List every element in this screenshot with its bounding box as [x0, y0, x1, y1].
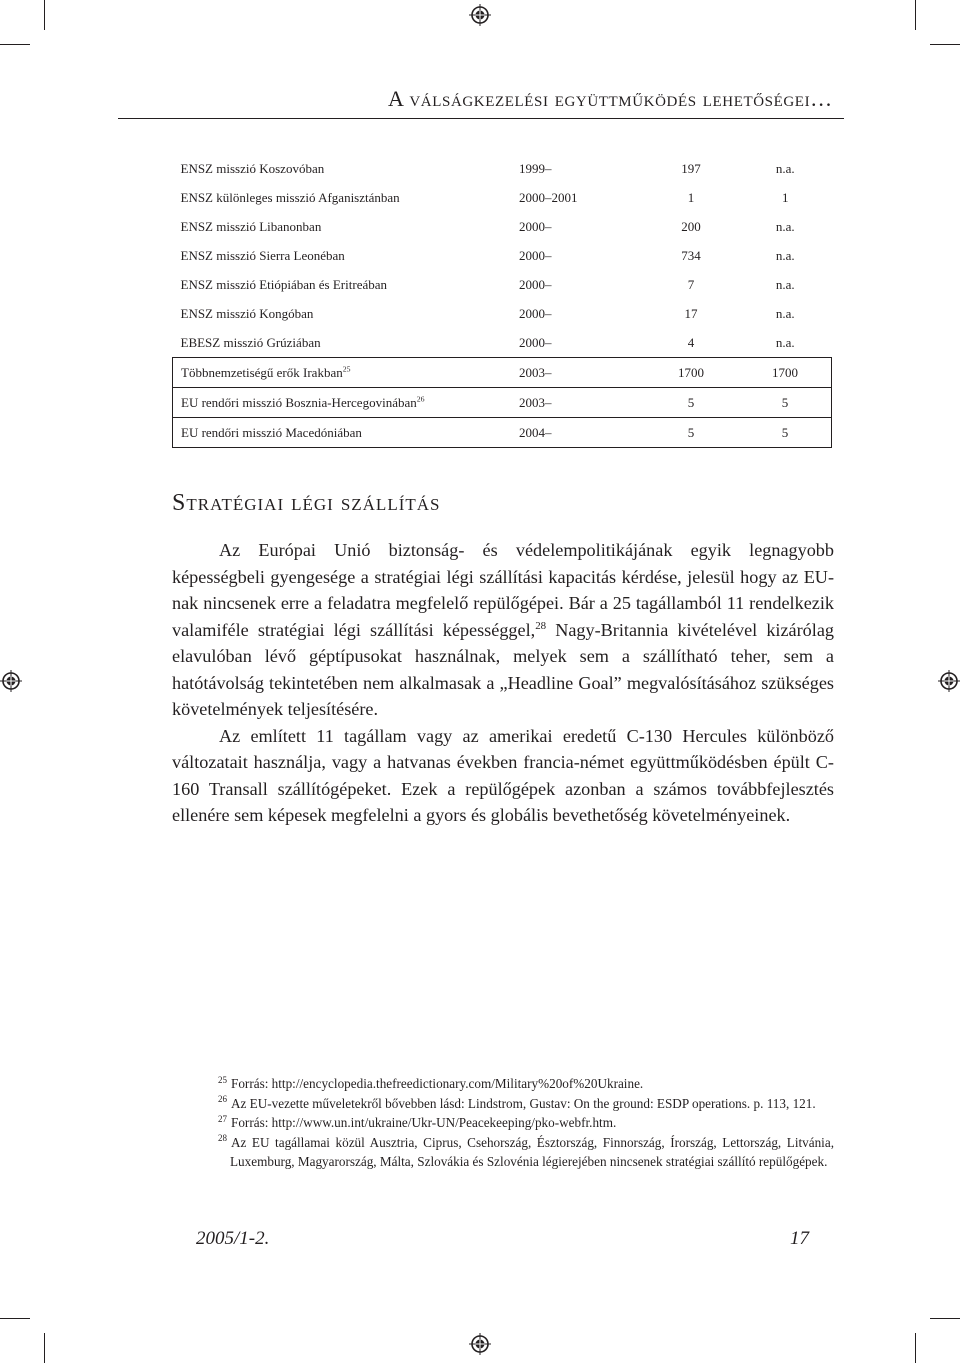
- crosshair-target-icon: [0, 670, 22, 692]
- section-title: Stratégiai légi szállítás: [172, 490, 441, 516]
- years-cell: [519, 418, 643, 448]
- table-row: [173, 154, 832, 183]
- footnote-number: 28: [218, 1133, 227, 1144]
- years-cell: [519, 328, 643, 358]
- crop-mark: [915, 0, 916, 30]
- personnel-value-cell-text: 1700: [772, 364, 798, 380]
- footnote-number: 25: [218, 1074, 227, 1085]
- footnote-text: Forrás: http://www.un.int/ukraine/Ukr-UN/Peacekeeping/pko-webfr.htm.: [231, 1115, 617, 1130]
- mission-name-cell: [173, 328, 520, 358]
- years-cell: [519, 270, 643, 299]
- footnote: [218, 1113, 834, 1133]
- years-cell-text: 1999–: [519, 160, 552, 176]
- personnel-value-cell-text: 1: [782, 189, 789, 205]
- crosshair-target-icon: [469, 4, 491, 26]
- personnel-value-cell-text: n.a.: [775, 160, 795, 176]
- personnel-value-cell-text: 1: [687, 189, 695, 205]
- mission-name-cell: [173, 212, 520, 241]
- personnel-value-cell-text: n.a.: [775, 218, 795, 234]
- footnote: [218, 1094, 834, 1114]
- personnel-value-cell-text: 734: [681, 247, 701, 263]
- years-cell: [519, 154, 643, 183]
- table-row: [173, 241, 832, 270]
- crop-mark: [915, 1333, 916, 1363]
- years-cell-text: 2000–: [519, 334, 552, 350]
- personnel-value-cell-text: n.a.: [775, 247, 795, 263]
- crop-mark: [0, 1318, 30, 1319]
- mission-name-cell-text: ENSZ misszió Kongóban: [180, 305, 314, 321]
- years-cell-text: 2003–: [519, 364, 552, 380]
- years-cell-text: 2000–: [519, 247, 552, 263]
- personnel-value-cell: [739, 299, 832, 328]
- personnel-value-cell-text: 197: [681, 160, 701, 176]
- table-row: [173, 299, 832, 328]
- mission-name-cell: [173, 241, 520, 270]
- running-head: A válságkezelési együttműködés lehetőségei…: [388, 86, 833, 111]
- table-row: [173, 328, 832, 358]
- years-cell-text: 2000–: [519, 218, 552, 234]
- issue-label: 2005/1-2.: [196, 1228, 270, 1249]
- footnote-number: 26: [218, 1094, 227, 1105]
- personnel-value-cell: [643, 183, 739, 212]
- personnel-value-cell-text: 200: [681, 218, 701, 234]
- paragraph: [172, 537, 834, 723]
- table-row: [173, 270, 832, 299]
- personnel-value-cell-text: 5: [781, 424, 789, 440]
- paragraph-text: Az Európai Unió biztonság- és védelempolitikájának egyik legnagyobb képességbeli gyengesége a stratégiai légi szállítási kapacitás kérdése, jelesül hogy az EU-nak nincsenek erre a feladatra megfelelő repülőgépei. Bár a 25 tagállamból 11 rendelkezik valamiféle stratégiai légi szállítási képességgel,: [172, 540, 834, 640]
- personnel-value-cell: [739, 183, 832, 212]
- mission-name-cell-text: ENSZ misszió Koszovóban: [180, 160, 325, 176]
- mission-name-cell-text: EU rendőri misszió Macedóniában: [181, 424, 362, 440]
- footnote-number: 27: [218, 1113, 227, 1124]
- personnel-value-cell: [643, 241, 739, 270]
- crosshair-target-icon: [469, 1333, 491, 1355]
- personnel-value-cell: [643, 154, 739, 183]
- personnel-value-cell: [739, 418, 832, 448]
- personnel-value-cell: [739, 358, 832, 388]
- crop-mark: [44, 1333, 45, 1363]
- personnel-value-cell: [643, 358, 739, 388]
- mission-name-cell: [173, 183, 520, 212]
- years-cell-text: 2000–: [519, 276, 552, 292]
- mission-name-cell: [173, 388, 520, 418]
- header-rule: [118, 118, 844, 119]
- personnel-value-cell: [643, 212, 739, 241]
- personnel-value-cell-text: n.a.: [775, 305, 795, 321]
- table-row: [173, 418, 832, 448]
- personnel-value-cell-text: 5: [687, 424, 695, 440]
- personnel-value-cell-text: 4: [687, 334, 695, 350]
- footnote: [218, 1074, 834, 1094]
- years-cell: [519, 212, 643, 241]
- mission-name-cell: [173, 299, 520, 328]
- personnel-value-cell: [739, 212, 832, 241]
- paragraph: [172, 723, 834, 829]
- crop-mark: [44, 0, 45, 30]
- personnel-value-cell-text: 7: [687, 276, 695, 292]
- personnel-value-cell-text: n.a.: [775, 334, 795, 350]
- personnel-value-cell-text: 17: [684, 305, 698, 321]
- mission-name-cell-text: EBESZ misszió Grúziában: [180, 334, 321, 350]
- table-row: [173, 358, 832, 388]
- personnel-value-cell: [643, 299, 739, 328]
- missions-table: [172, 154, 832, 448]
- years-cell: [519, 358, 643, 388]
- personnel-value-cell-text: n.a.: [775, 276, 795, 292]
- personnel-value-cell-text: 1700: [678, 364, 704, 380]
- personnel-value-cell: [739, 270, 832, 299]
- body-text: [172, 537, 834, 829]
- mission-name-cell: [173, 358, 520, 388]
- footnote-text: Az EU-vezette műveletekről bővebben lásd: Lindstrom, Gustav: On the ground: ESDP operations. p. 113, 121.: [231, 1095, 816, 1111]
- personnel-value-cell: [739, 241, 832, 270]
- crop-mark: [0, 44, 30, 45]
- mission-name-cell-text: ENSZ különleges misszió Afganisztánban: [180, 189, 400, 205]
- mission-name-cell-text: Többnemzetiségű erők Irakban: [181, 364, 343, 380]
- footnote-text: Forrás: http://encyclopedia.thefreedictionary.com/Military%20of%20Ukraine.: [231, 1076, 644, 1091]
- mission-name-cell: [173, 270, 520, 299]
- years-cell-text: 2004–: [519, 424, 552, 440]
- table-row: [173, 183, 832, 212]
- crosshair-target-icon: [938, 670, 960, 692]
- years-cell: [519, 241, 643, 270]
- mission-name-cell-text: ENSZ misszió Etiópiában és Eritreában: [180, 276, 388, 292]
- footnote-text: Az EU tagállamai közül Ausztria, Ciprus, Csehország, Észtország, Finnország, Írország, Lettország, Litvánia, Luxemburg, Magyarország, Málta, Szlovákia és Szlovénia légierejében nincsenek stratégiai szállító repülőgépek.: [230, 1134, 834, 1169]
- crop-mark: [930, 1318, 960, 1319]
- personnel-value-cell: [643, 270, 739, 299]
- mission-name-cell-text: EU rendőri misszió Bosznia-Hercegovinában: [181, 394, 417, 410]
- personnel-value-cell: [643, 328, 739, 358]
- years-cell-text: 2000–: [519, 305, 552, 321]
- personnel-value-cell: [643, 418, 739, 448]
- personnel-value-cell: [739, 154, 832, 183]
- years-cell: [519, 299, 643, 328]
- personnel-value-cell-text: 5: [687, 394, 695, 410]
- crop-mark: [930, 44, 960, 45]
- page-number: 17: [790, 1228, 809, 1249]
- personnel-value-cell: [643, 388, 739, 418]
- personnel-value-cell: [739, 328, 832, 358]
- table-row: [173, 212, 832, 241]
- paragraph-text: Nagy-Britannia kivételével kizárólag elavulóban lévő géptípusokat használnak, melyek sem a szállítható teher, sem a hatótávolság tekintetében nem alkalmasak a „Headline Goal” megvalósításához szükséges követelmények teljesítésére.: [172, 619, 834, 719]
- mission-name-cell-text: ENSZ misszió Libanonban: [180, 218, 322, 234]
- table-row: [173, 388, 832, 418]
- footnotes: [218, 1074, 834, 1172]
- mission-name-cell: [173, 418, 520, 448]
- footnote-ref[interactable]: 26: [416, 394, 425, 404]
- years-cell: [519, 388, 643, 418]
- years-cell-text: 2003–: [519, 394, 552, 410]
- footnote: [218, 1133, 834, 1172]
- paragraph-text: Az említett 11 tagállam vagy az amerikai eredetű C-130 Hercules különböző változatait használja, vagy a hatvanas években francia-német együttműködésben épült C-160 Transall szállítógépeket. Ezek a repülőgépek azonban a számos továbbfejlesztés ellenére sem képesek megfelelni a gyors és globális bevethetőség követelményeinek.: [172, 725, 834, 825]
- years-cell-text: 2000–2001: [519, 189, 578, 205]
- footnote-ref[interactable]: 25: [342, 364, 351, 374]
- mission-name-cell: [173, 154, 520, 183]
- personnel-value-cell-text: 5: [781, 394, 789, 410]
- mission-name-cell-text: ENSZ misszió Sierra Leonéban: [180, 247, 345, 263]
- years-cell: [519, 183, 643, 212]
- personnel-value-cell: [739, 388, 832, 418]
- footnote-ref[interactable]: 28: [535, 619, 547, 632]
